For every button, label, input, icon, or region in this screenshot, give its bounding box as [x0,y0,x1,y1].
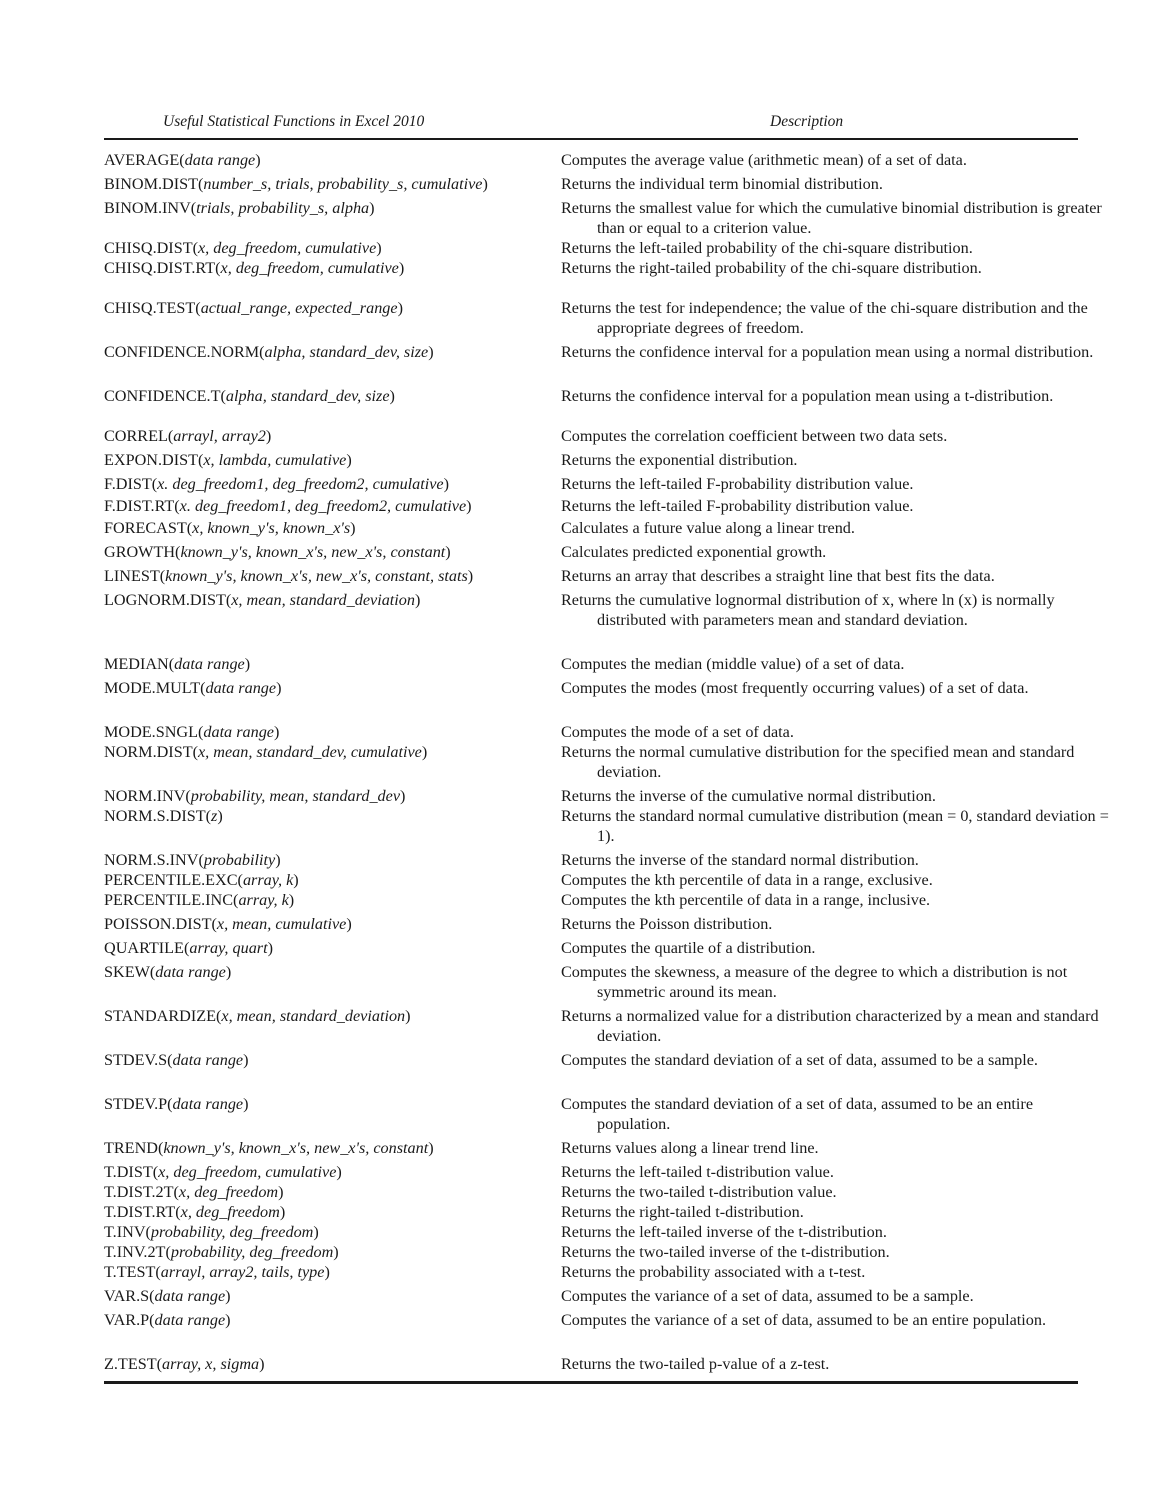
function-description: Returns a normalized value for a distribution characterized by a mean and standard deviation. [561,1007,1099,1045]
function-signature: NORM.S.INV(probability) [104,851,281,869]
function-name: NORM.S.DIST [104,807,206,825]
function-arguments: data range [174,655,245,673]
function-signature: CORREL(arrayl, array2) [104,427,272,445]
function-signature: FORECAST(x, known_y's, known_x's) [104,519,356,537]
function-signature: T.INV(probability, deg_freedom) [104,1223,319,1241]
function-name: T.INV.2T [104,1243,166,1261]
function-name: CONFIDENCE.T [104,387,221,405]
function-signature: QUARTILE(array, quart) [104,939,273,957]
function-name: STANDARDIZE [104,1007,217,1025]
function-arguments: probability, deg_freedom [170,1243,334,1261]
function-description: Returns the two-tailed p-value of a z-test. [561,1355,830,1373]
function-name: MEDIAN [104,655,169,673]
table-bottom-rule [104,1381,1078,1384]
function-description: Returns the standard normal cumulative distribution (mean = 0, standard deviation = 1). [561,807,1109,845]
function-description: Returns the left-tailed probability of the chi-square distribution. [561,239,973,257]
function-description: Computes the correlation coefficient between two data sets. [561,427,948,445]
function-arguments: x. deg_freedom1, deg_freedom2, cumulative [179,497,467,515]
function-description: Returns the right-tailed t-distribution. [561,1203,804,1221]
function-signature: TREND(known_y's, known_x's, new_x's, constant) [104,1139,434,1157]
function-signature: F.DIST.RT(x. deg_freedom1, deg_freedom2, cumulative) [104,497,472,515]
function-arguments: data range [154,1311,226,1329]
function-name: CHISQ.DIST [104,239,193,257]
function-signature: PERCENTILE.EXC(array, k) [104,871,299,889]
function-arguments: probability, mean, standard_dev [190,787,400,805]
function-signature: T.INV.2T(probability, deg_freedom) [104,1243,339,1261]
function-name: F.DIST [104,475,152,493]
function-arguments: array, x, sigma [162,1355,260,1373]
function-arguments: data range [172,1051,244,1069]
function-arguments: data range [154,1287,226,1305]
function-description: Computes the standard deviation of a set of data, assumed to be a sample. [561,1051,1038,1069]
function-arguments: known_y's, known_x's, new_x's, constant [163,1139,429,1157]
function-description: Computes the kth percentile of data in a range, exclusive. [561,871,933,889]
function-description: Calculates predicted exponential growth. [561,543,827,561]
function-arguments: x. deg_freedom1, deg_freedom2, cumulative [157,475,444,493]
function-signature: STANDARDIZE(x, mean, standard_deviation) [104,1007,411,1025]
function-name: STDEV.S [104,1051,168,1069]
function-signature: NORM.S.DIST(z) [104,807,223,825]
function-description: Returns the smallest value for which the cumulative binomial distribution is greater than or equal to a criterion value. [561,199,1102,237]
function-description: Computes the standard deviation of a set of data, assumed to be an entire population. [561,1095,1033,1133]
function-arguments: x, mean, standard_deviation [231,591,415,609]
function-signature: Z.TEST(array, x, sigma) [104,1355,265,1373]
function-arguments: x, deg_freedom [180,1203,280,1221]
function-arguments: z [211,807,218,825]
function-name: SKEW [104,963,150,981]
function-signature: MODE.MULT(data range) [104,679,282,697]
function-arguments: array, quart [189,939,268,957]
function-signature: F.DIST(x. deg_freedom1, deg_freedom2, cumulative) [104,475,450,493]
function-description: Returns the right-tailed probability of the chi-square distribution. [561,259,982,277]
function-signature: T.DIST(x, deg_freedom, cumulative) [104,1163,342,1181]
function-arguments: x, deg_freedom, cumulative [197,239,377,257]
function-name: EXPON.DIST [104,451,198,469]
function-description: Returns the inverse of the standard normal distribution. [561,851,919,869]
function-signature: GROWTH(known_y's, known_x's, new_x's, constant) [104,543,451,561]
function-name: T.DIST.2T [104,1183,174,1201]
function-signature: NORM.DIST(x, mean, standard_dev, cumulative) [104,743,428,761]
function-signature: T.DIST.RT(x, deg_freedom) [104,1203,286,1221]
function-name: CORREL [104,427,168,445]
function-name: QUARTILE [104,939,184,957]
function-name: BINOM.INV [104,199,191,217]
function-description: Returns the confidence interval for a population mean using a normal distribution. [561,343,1094,361]
function-signature: CHISQ.DIST.RT(x, deg_freedom, cumulative) [104,259,405,277]
function-description: Computes the modes (most frequently occurring values) of a set of data. [561,679,1029,697]
function-name: CHISQ.TEST [104,299,196,317]
function-name: PERCENTILE.INC [104,891,234,909]
function-name: MODE.SNGL [104,723,198,741]
function-arguments: arrayl, array2 [173,427,266,445]
function-description: Returns the two-tailed t-distribution value. [561,1183,837,1201]
function-arguments: x, lambda, cumulative [203,451,347,469]
function-name: MODE.MULT [104,679,201,697]
function-name: VAR.P [104,1311,150,1329]
function-name: NORM.INV [104,787,186,805]
function-arguments: x, deg_freedom [178,1183,279,1201]
function-description: Returns the left-tailed t-distribution value. [561,1163,834,1181]
function-description: Returns the Poisson distribution. [561,915,773,933]
function-name: NORM.DIST [104,743,193,761]
function-arguments: x, mean, cumulative [216,915,347,933]
function-description: Returns the inverse of the cumulative normal distribution. [561,787,936,805]
function-name: F.DIST.RT [104,497,175,515]
header-rule [104,138,1078,140]
function-description: Computes the kth percentile of data in a range, inclusive. [561,891,931,909]
function-description: Returns the exponential distribution. [561,451,798,469]
function-name: PERCENTILE.EXC [104,871,238,889]
function-signature: CONFIDENCE.T(alpha, standard_dev, size) [104,387,395,405]
column-header-description: Description [770,113,844,130]
function-name: BINOM.DIST [104,175,198,193]
function-signature: T.TEST(arrayl, array2, tails, type) [104,1263,330,1281]
column-header-functions: Useful Statistical Functions in Excel 2010 [163,113,425,130]
function-arguments: trials, probability_s, alpha [196,199,370,217]
function-signature: STDEV.P(data range) [104,1095,249,1113]
function-arguments: alpha, standard_dev, size [225,387,390,405]
function-signature: LINEST(known_y's, known_x's, new_x's, constant, stats) [104,567,474,585]
function-description: Returns the probability associated with a t-test. [561,1263,866,1281]
function-description: Computes the variance of a set of data, assumed to be an entire population. [561,1311,1047,1329]
function-name: CONFIDENCE.NORM [104,343,260,361]
function-description: Returns the left-tailed inverse of the t-distribution. [561,1223,887,1241]
function-arguments: arrayl, array2, tails, type [160,1263,325,1281]
function-signature: CONFIDENCE.NORM(alpha, standard_dev, size) [104,343,434,361]
function-signature: MEDIAN(data range) [104,655,251,673]
function-name: CHISQ.DIST.RT [104,259,216,277]
function-arguments: x, known_y's, known_x's [192,519,351,537]
function-arguments: data range [155,963,226,981]
function-name: T.DIST [104,1163,153,1181]
function-signature: AVERAGE(data range) [104,151,261,169]
function-name: POISSON.DIST [104,915,212,933]
function-description: Calculates a future value along a linear trend. [561,519,855,537]
function-signature: BINOM.DIST(number_s, trials, probability_s, cumulative) [104,175,488,193]
function-signature: CHISQ.TEST(actual_range, expected_range) [104,299,403,317]
function-signature: VAR.P(data range) [104,1311,231,1329]
function-signature: SKEW(data range) [104,963,232,981]
function-name: LOGNORM.DIST [104,591,226,609]
function-name: T.TEST [104,1263,156,1281]
function-name: TREND [104,1139,158,1157]
function-description: Returns the confidence interval for a population mean using a t-distribution. [561,387,1054,405]
function-description: Returns the left-tailed F-probability distribution value. [561,475,914,493]
function-signature: T.DIST.2T(x, deg_freedom) [104,1183,284,1201]
function-arguments: array, k [242,871,294,889]
function-arguments: array, k [238,891,289,909]
function-signature: NORM.INV(probability, mean, standard_dev) [104,787,406,805]
function-description: Computes the median (middle value) of a set of data. [561,655,905,673]
function-signature: MODE.SNGL(data range) [104,723,280,741]
function-arguments: x, deg_freedom, cumulative [220,259,399,277]
function-signature: POISSON.DIST(x, mean, cumulative) [104,915,352,933]
function-description: Computes the mode of a set of data. [561,723,794,741]
function-name: Z.TEST [104,1355,157,1373]
function-description: Returns the test for independence; the value of the chi-square distribution and the appropriate degrees of freedom. [561,299,1088,337]
function-arguments: known_y's, known_x's, new_x's, constant, stats [165,567,468,585]
function-description: Returns the individual term binomial distribution. [561,175,883,193]
function-signature: STDEV.S(data range) [104,1051,249,1069]
function-name: AVERAGE [104,151,180,169]
function-description: Returns an array that describes a straight line that best fits the data. [561,567,995,585]
function-name: NORM.S.INV [104,851,199,869]
function-arguments: data range [172,1095,244,1113]
function-signature: EXPON.DIST(x, lambda, cumulative) [104,451,352,469]
function-arguments: x, mean, standard_deviation [221,1007,406,1025]
function-name: T.INV [104,1223,146,1241]
function-name: T.DIST.RT [104,1203,176,1221]
function-signature: VAR.S(data range) [104,1287,231,1305]
function-description: Returns the normal cumulative distribution for the specified mean and standard deviation. [561,743,1075,781]
function-arguments: x, deg_freedom, cumulative [158,1163,337,1181]
function-name: LINEST [104,567,160,585]
function-arguments: x, mean, standard_dev, cumulative [197,743,422,761]
function-arguments: probability, deg_freedom [150,1223,314,1241]
function-description: Returns the cumulative lognormal distribution of x, where ln (x) is normally distributed with parameters mean and standard deviation. [561,591,1055,629]
function-description: Computes the quartile of a distribution. [561,939,816,957]
function-arguments: actual_range, expected_range [200,299,398,317]
function-name: VAR.S [104,1287,150,1305]
function-arguments: number_s, trials, probability_s, cumulative [203,175,483,193]
function-arguments: data range [203,723,274,741]
function-name: GROWTH [104,543,176,561]
function-arguments: data range [184,151,256,169]
function-name: FORECAST [104,519,187,537]
function-description: Returns values along a linear trend line. [561,1139,819,1157]
function-arguments: data range [205,679,277,697]
function-arguments: alpha, standard_dev, size [264,343,429,361]
function-signature: LOGNORM.DIST(x, mean, standard_deviation) [104,591,421,609]
function-description: Returns the left-tailed F-probability distribution value. [561,497,914,515]
function-name: STDEV.P [104,1095,168,1113]
function-arguments: known_y's, known_x's, new_x's, constant [180,543,446,561]
function-description: Computes the skewness, a measure of the degree to which a distribution is not symmetric around its mean. [561,963,1068,1001]
function-description: Computes the average value (arithmetic mean) of a set of data. [561,151,967,169]
function-arguments: probability [203,851,276,869]
function-description: Computes the variance of a set of data, assumed to be a sample. [561,1287,974,1305]
function-signature: BINOM.INV(trials, probability_s, alpha) [104,199,375,217]
function-description: Returns the two-tailed inverse of the t-distribution. [561,1243,890,1261]
function-signature: CHISQ.DIST(x, deg_freedom, cumulative) [104,239,382,257]
function-signature: PERCENTILE.INC(array, k) [104,891,295,909]
